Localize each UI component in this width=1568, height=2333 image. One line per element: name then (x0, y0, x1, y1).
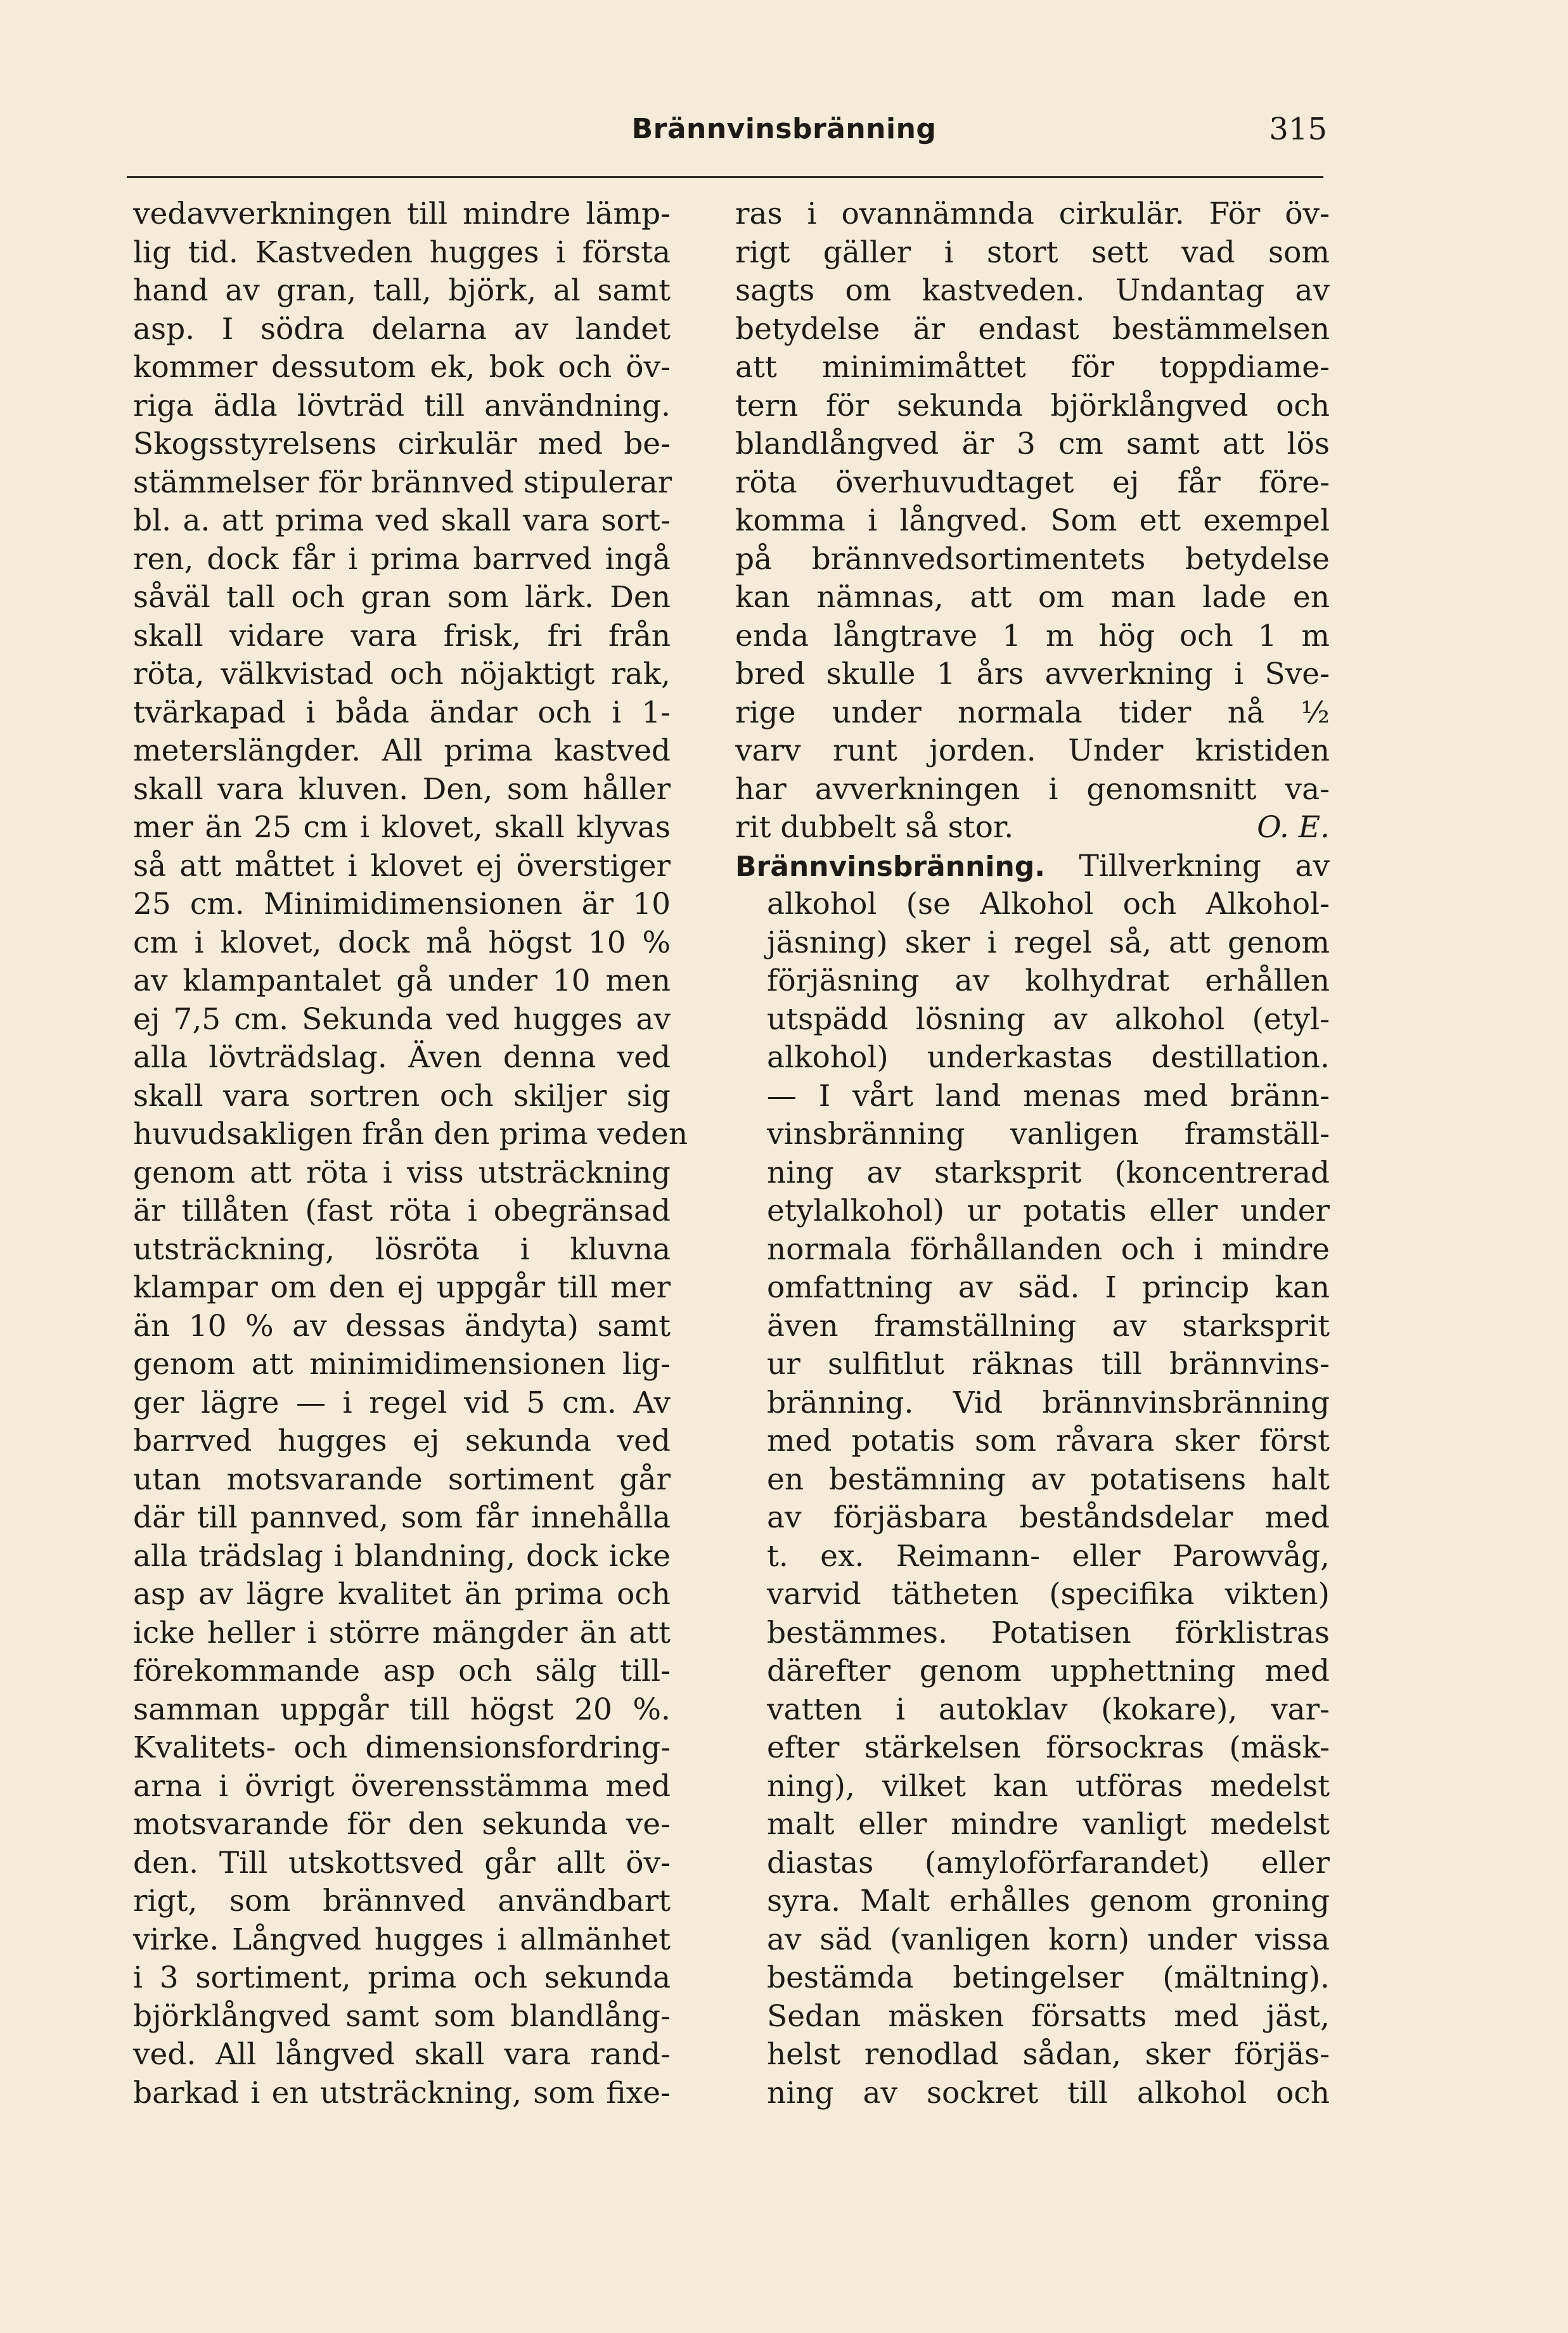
right-column (735, 195, 1330, 2112)
text-line: bred skulle 1 års avverkning i Sve- (735, 657, 1330, 691)
text-line: mer än 25 cm i klovet, skall klyvas (133, 810, 671, 845)
text-line: hand av gran, tall, björk, al samt (133, 273, 671, 308)
entry-first-line (735, 847, 1330, 886)
text-line: bestämda betingelser (mältning). (767, 1960, 1330, 1995)
text-line: klampar om den ej uppgår till mer (133, 1270, 671, 1305)
text-line: asp av lägre kvalitet än prima och (133, 1577, 671, 1612)
text-line: varvid tätheten (specifika vikten) (767, 1577, 1330, 1612)
text-line: alla trädslag i blandning, dock icke (133, 1538, 671, 1574)
text-line: cm i klovet, dock må högst 10 % (133, 925, 671, 960)
text-line: i 3 sortiment, prima och sekunda (133, 1960, 671, 1995)
text-line: även framställning av starksprit (767, 1308, 1330, 1344)
right-column-continuation (735, 195, 1330, 809)
entry-headword: Brännvinsbränning. (735, 850, 1046, 883)
text-line: varv runt jorden. Under kristiden (735, 733, 1330, 768)
text-line: röta överhuvudtaget ej får före- (735, 465, 1330, 500)
text-line: röta, välkvistad och nöjaktigt rak, (133, 657, 671, 691)
text-line: blandlångved är 3 cm samt att lös (735, 427, 1330, 461)
text-line: med potatis som råvara sker först (767, 1424, 1330, 1458)
text-line: björklångved samt som blandlång- (133, 1998, 671, 2034)
text-line: tern för sekunda björklångved och (735, 388, 1330, 423)
text-line: meterslängder. All prima kastved (133, 733, 671, 768)
text-line: icke heller i större mängder än att (133, 1615, 671, 1650)
text-line: ej 7,5 cm. Sekunda ved hugges av (133, 1001, 671, 1037)
text-line: förekommande asp och sälg till- (133, 1654, 671, 1688)
text-line: genom att röta i viss utsträckning (133, 1155, 671, 1190)
text-line: rigt, som brännved användbart (133, 1884, 671, 1918)
text-line: Kvalitets- och dimensionsfordring- (133, 1730, 671, 1765)
text-line: vinsbränning vanligen framställ- (767, 1117, 1330, 1152)
text-line: sagts om kastveden. Undantag av (735, 273, 1330, 308)
text-line: rigt gäller i stort sett vad som (735, 235, 1330, 270)
text-line: stämmelser för brännved stipulerar (133, 465, 672, 500)
text-line: etylalkohol) ur potatis eller under (767, 1193, 1330, 1228)
text-line: alkohol (se Alkohol och Alkohol- (767, 887, 1330, 922)
text-line: ning av starksprit (koncentrerad (767, 1155, 1330, 1190)
text-line: alkohol) underkastas destillation. (767, 1040, 1330, 1075)
text-line: att minimimåttet för toppdiame- (735, 350, 1330, 385)
text-line: betydelse är endast bestämmelsen (735, 311, 1330, 347)
text-line: komma i långved. Som ett exempel (735, 503, 1330, 538)
text-line: skall vidare vara frisk, fri från (133, 618, 671, 653)
text-line: — I vårt land menas med bränn- (767, 1078, 1330, 1114)
left-column (133, 195, 688, 2112)
text-line: efter stärkelsen försockras (mäsk- (767, 1730, 1330, 1765)
text-line: där till pannved, som får innehålla (133, 1500, 671, 1535)
running-title: Brännvinsbränning (631, 113, 937, 145)
text-line: tvärkapad i båda ändar och i 1- (133, 695, 671, 730)
text-line: syra. Malt erhålles genom groning (767, 1884, 1330, 1918)
text-line: bl. a. att prima ved skall vara sort- (133, 503, 671, 538)
text-line: på brännvedsortimentets betydelse (735, 541, 1330, 577)
text-line: därefter genom upphettning med (767, 1654, 1330, 1688)
text-line: barrved hugges ej sekunda ved (133, 1424, 671, 1458)
text-line: rige under normala tider nå ½ (735, 695, 1330, 730)
text-line: Skogsstyrelsens cirkulär med be- (133, 427, 671, 461)
text-line: ur sulfitlut räknas till brännvins- (767, 1347, 1330, 1382)
text-line: enda långtrave 1 m hög och 1 m (735, 618, 1330, 653)
text-line: motsvarande för den sekunda ve- (133, 1807, 671, 1842)
signed-line (735, 809, 1330, 847)
text-line: alla lövträdslag. Även denna ved (133, 1040, 671, 1075)
text-line: en bestämning av potatisens halt (767, 1462, 1330, 1497)
text-line: av klampantalet gå under 10 men (133, 963, 671, 998)
text-line: ning), vilket kan utföras medelst (767, 1768, 1330, 1804)
text-line: skall vara sortren och skiljer sig (133, 1078, 671, 1114)
entry-first-line-text: Tillverkning av (1045, 848, 1330, 884)
signed-line-text: rit dubbelt så stor. (735, 810, 1014, 845)
text-line: ning av sockret till alkohol och (767, 2075, 1330, 2111)
text-line: normala förhållanden och i mindre (767, 1231, 1330, 1267)
text-line: av säd (vanligen korn) under vissa (767, 1922, 1330, 1957)
text-line: asp. I södra delarna av landet (133, 311, 671, 347)
text-line: jäsning) sker i regel så, att genom (767, 925, 1330, 960)
text-line: malt eller mindre vanligt medelst (767, 1807, 1330, 1842)
text-line: lig tid. Kastveden hugges i första (133, 235, 671, 270)
text-line: omfattning av säd. I princip kan (767, 1270, 1330, 1305)
text-line: vatten i autoklav (kokare), var- (767, 1692, 1330, 1727)
text-line: helst renodlad sådan, sker förjäs- (767, 2037, 1330, 2072)
text-line: av förjäsbara beståndsdelar med (767, 1500, 1330, 1535)
text-line: huvudsakligen från den prima veden (133, 1117, 688, 1152)
text-line: ger lägre — i regel vid 5 cm. Av (133, 1385, 671, 1420)
entry-body (735, 885, 1330, 2112)
text-line: t. ex. Reimann- eller Parowvåg, (767, 1538, 1330, 1574)
text-line: kommer dessutom ek, bok och öv- (133, 350, 671, 385)
text-line: ved. All långved skall vara rand- (133, 2037, 671, 2072)
text-line: såväl tall och gran som lärk. Den (133, 580, 671, 615)
text-line: förjäsning av kolhydrat erhållen (767, 963, 1330, 998)
text-line: ren, dock får i prima barrved ingå (133, 541, 671, 577)
text-line: bestämmes. Potatisen förklistras (767, 1615, 1330, 1650)
text-line: 25 cm. Minimidimensionen är 10 (133, 887, 671, 922)
header-rule (127, 176, 1323, 178)
text-line: ras i ovannämnda cirkulär. För öv- (735, 196, 1330, 231)
text-line: är tillåten (fast röta i obegränsad (133, 1193, 671, 1228)
text-line: diastas (amyloförfarandet) eller (767, 1845, 1330, 1880)
text-line: har avverkningen i genomsnitt va- (735, 771, 1330, 807)
text-line: Sedan mäsken försatts med jäst, (767, 1998, 1330, 2034)
text-line: riga ädla lövträd till användning. (133, 388, 671, 423)
text-line: vedavverkningen till mindre lämp- (133, 196, 671, 231)
text-line: så att måttet i klovet ej överstiger (133, 848, 671, 884)
text-line: utan motsvarande sortiment går (133, 1462, 671, 1497)
text-line: genom att minimidimensionen lig- (133, 1347, 671, 1382)
text-line: den. Till utskottsved går allt öv- (133, 1845, 671, 1880)
text-line: virke. Långved hugges i allmänhet (133, 1922, 671, 1957)
author-signature: O. E. (1257, 810, 1330, 845)
text-line: kan nämnas, att om man lade en (735, 580, 1330, 615)
text-line: än 10 % av dessas ändyta) samt (133, 1308, 671, 1344)
text-line: utspädd lösning av alkohol (etyl- (767, 1001, 1330, 1037)
text-line: barkad i en utsträckning, som fixe- (133, 2075, 671, 2111)
page-number: 315 (1269, 112, 1327, 147)
text-line: utsträckning, lösröta i kluvna (133, 1231, 671, 1267)
text-line: bränning. Vid brännvinsbränning (767, 1385, 1330, 1420)
text-line: arna i övrigt överensstämma med (133, 1768, 671, 1804)
text-line: skall vara kluven. Den, som håller (133, 771, 671, 807)
text-line: samman uppgår till högst 20 %. (133, 1692, 671, 1727)
